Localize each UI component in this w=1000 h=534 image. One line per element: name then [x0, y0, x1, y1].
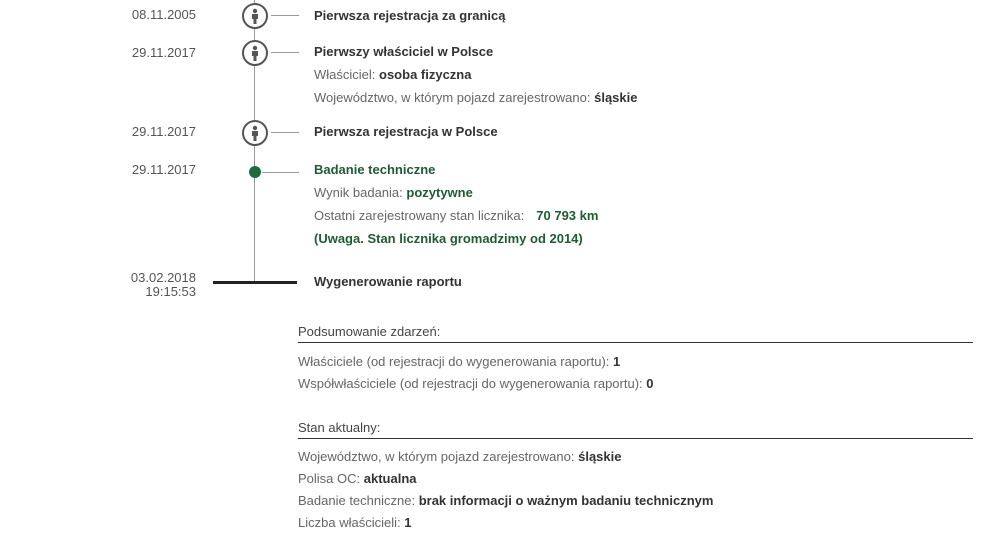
- current-state-heading: Stan aktualny:: [298, 420, 973, 439]
- timeline-event: [314, 158, 598, 250]
- result-value: pozytywne: [406, 185, 473, 200]
- current-state-section: [298, 420, 973, 534]
- row-label: Liczba właścicieli:: [298, 515, 405, 530]
- summary-row: [298, 351, 973, 373]
- timeline-connector: [271, 15, 299, 16]
- event-title: Pierwsza rejestracja za granicą: [314, 8, 506, 23]
- event-date: 29.11.2017: [131, 162, 196, 177]
- timeline-connector: [271, 132, 299, 133]
- row-label: Współwłaściciele (od rejestracji do wygenerowania raportu):: [298, 376, 647, 391]
- voivodeship-row: [314, 86, 637, 109]
- row-value: śląskie: [578, 449, 622, 464]
- row-value: aktualna: [363, 471, 417, 486]
- current-row: [298, 468, 973, 490]
- row-value: 1: [613, 354, 621, 369]
- timeline-connector: [271, 52, 299, 53]
- row-label: Województwo, w którym pojazd zarejestrowano:: [298, 449, 579, 464]
- person-icon: [242, 40, 268, 66]
- person-icon: [242, 3, 268, 29]
- current-row: [298, 490, 973, 512]
- event-date: 08.11.2005: [131, 7, 196, 22]
- event-title: Wygenerowanie raportu: [314, 274, 462, 289]
- report-end-bar: [213, 281, 297, 284]
- row-value: 0: [646, 376, 654, 391]
- event-date: 29.11.2017: [131, 124, 196, 139]
- owner-row: [314, 63, 637, 86]
- voivodeship-value: śląskie: [594, 90, 638, 105]
- event-title: Pierwsza rejestracja w Polsce: [314, 124, 498, 139]
- note-row: [314, 227, 598, 250]
- result-row: [314, 181, 598, 204]
- owner-value: osoba fizyczna: [379, 67, 472, 82]
- inspection-dot-icon: [249, 166, 261, 178]
- odometer-label: Ostatni zarejestrowany stan licznika:: [314, 208, 525, 223]
- row-value: brak informacji o ważnym badaniu technicznym: [418, 493, 714, 508]
- event-title: Pierwszy właściciel w Polsce: [314, 44, 494, 59]
- event-date: 29.11.2017: [131, 45, 196, 60]
- summary-row: [298, 373, 973, 395]
- odometer-note: (Uwaga. Stan licznika gromadzimy od 2014): [314, 231, 583, 246]
- voivodeship-label: Województwo, w którym pojazd zarejestrowano:: [314, 90, 595, 105]
- timeline-event: [314, 4, 506, 27]
- result-label: Wynik badania:: [314, 185, 407, 200]
- event-title: Badanie techniczne: [314, 162, 436, 177]
- event-time: 19:15:53: [145, 284, 196, 299]
- timeline-event: [314, 40, 637, 109]
- row-value: 1: [404, 515, 412, 530]
- timeline-connector: [262, 172, 299, 173]
- row-label: Właściciele (od rejestracji do wygenerowania raportu):: [298, 354, 614, 369]
- timeline-event: [314, 270, 462, 293]
- timeline-event: [314, 120, 498, 143]
- current-row: [298, 512, 973, 534]
- summary-section: [298, 324, 973, 395]
- row-label: Polisa OC:: [298, 471, 364, 486]
- current-row: [298, 446, 973, 468]
- owner-label: Właściciel:: [314, 67, 380, 82]
- odometer-value: 70 793 km: [536, 208, 599, 223]
- summary-heading: Podsumowanie zdarzeń:: [298, 324, 973, 343]
- row-label: Badanie techniczne:: [298, 493, 419, 508]
- person-icon: [242, 120, 268, 146]
- odometer-row: [314, 204, 598, 227]
- event-date: 03.02.2018: [130, 270, 196, 285]
